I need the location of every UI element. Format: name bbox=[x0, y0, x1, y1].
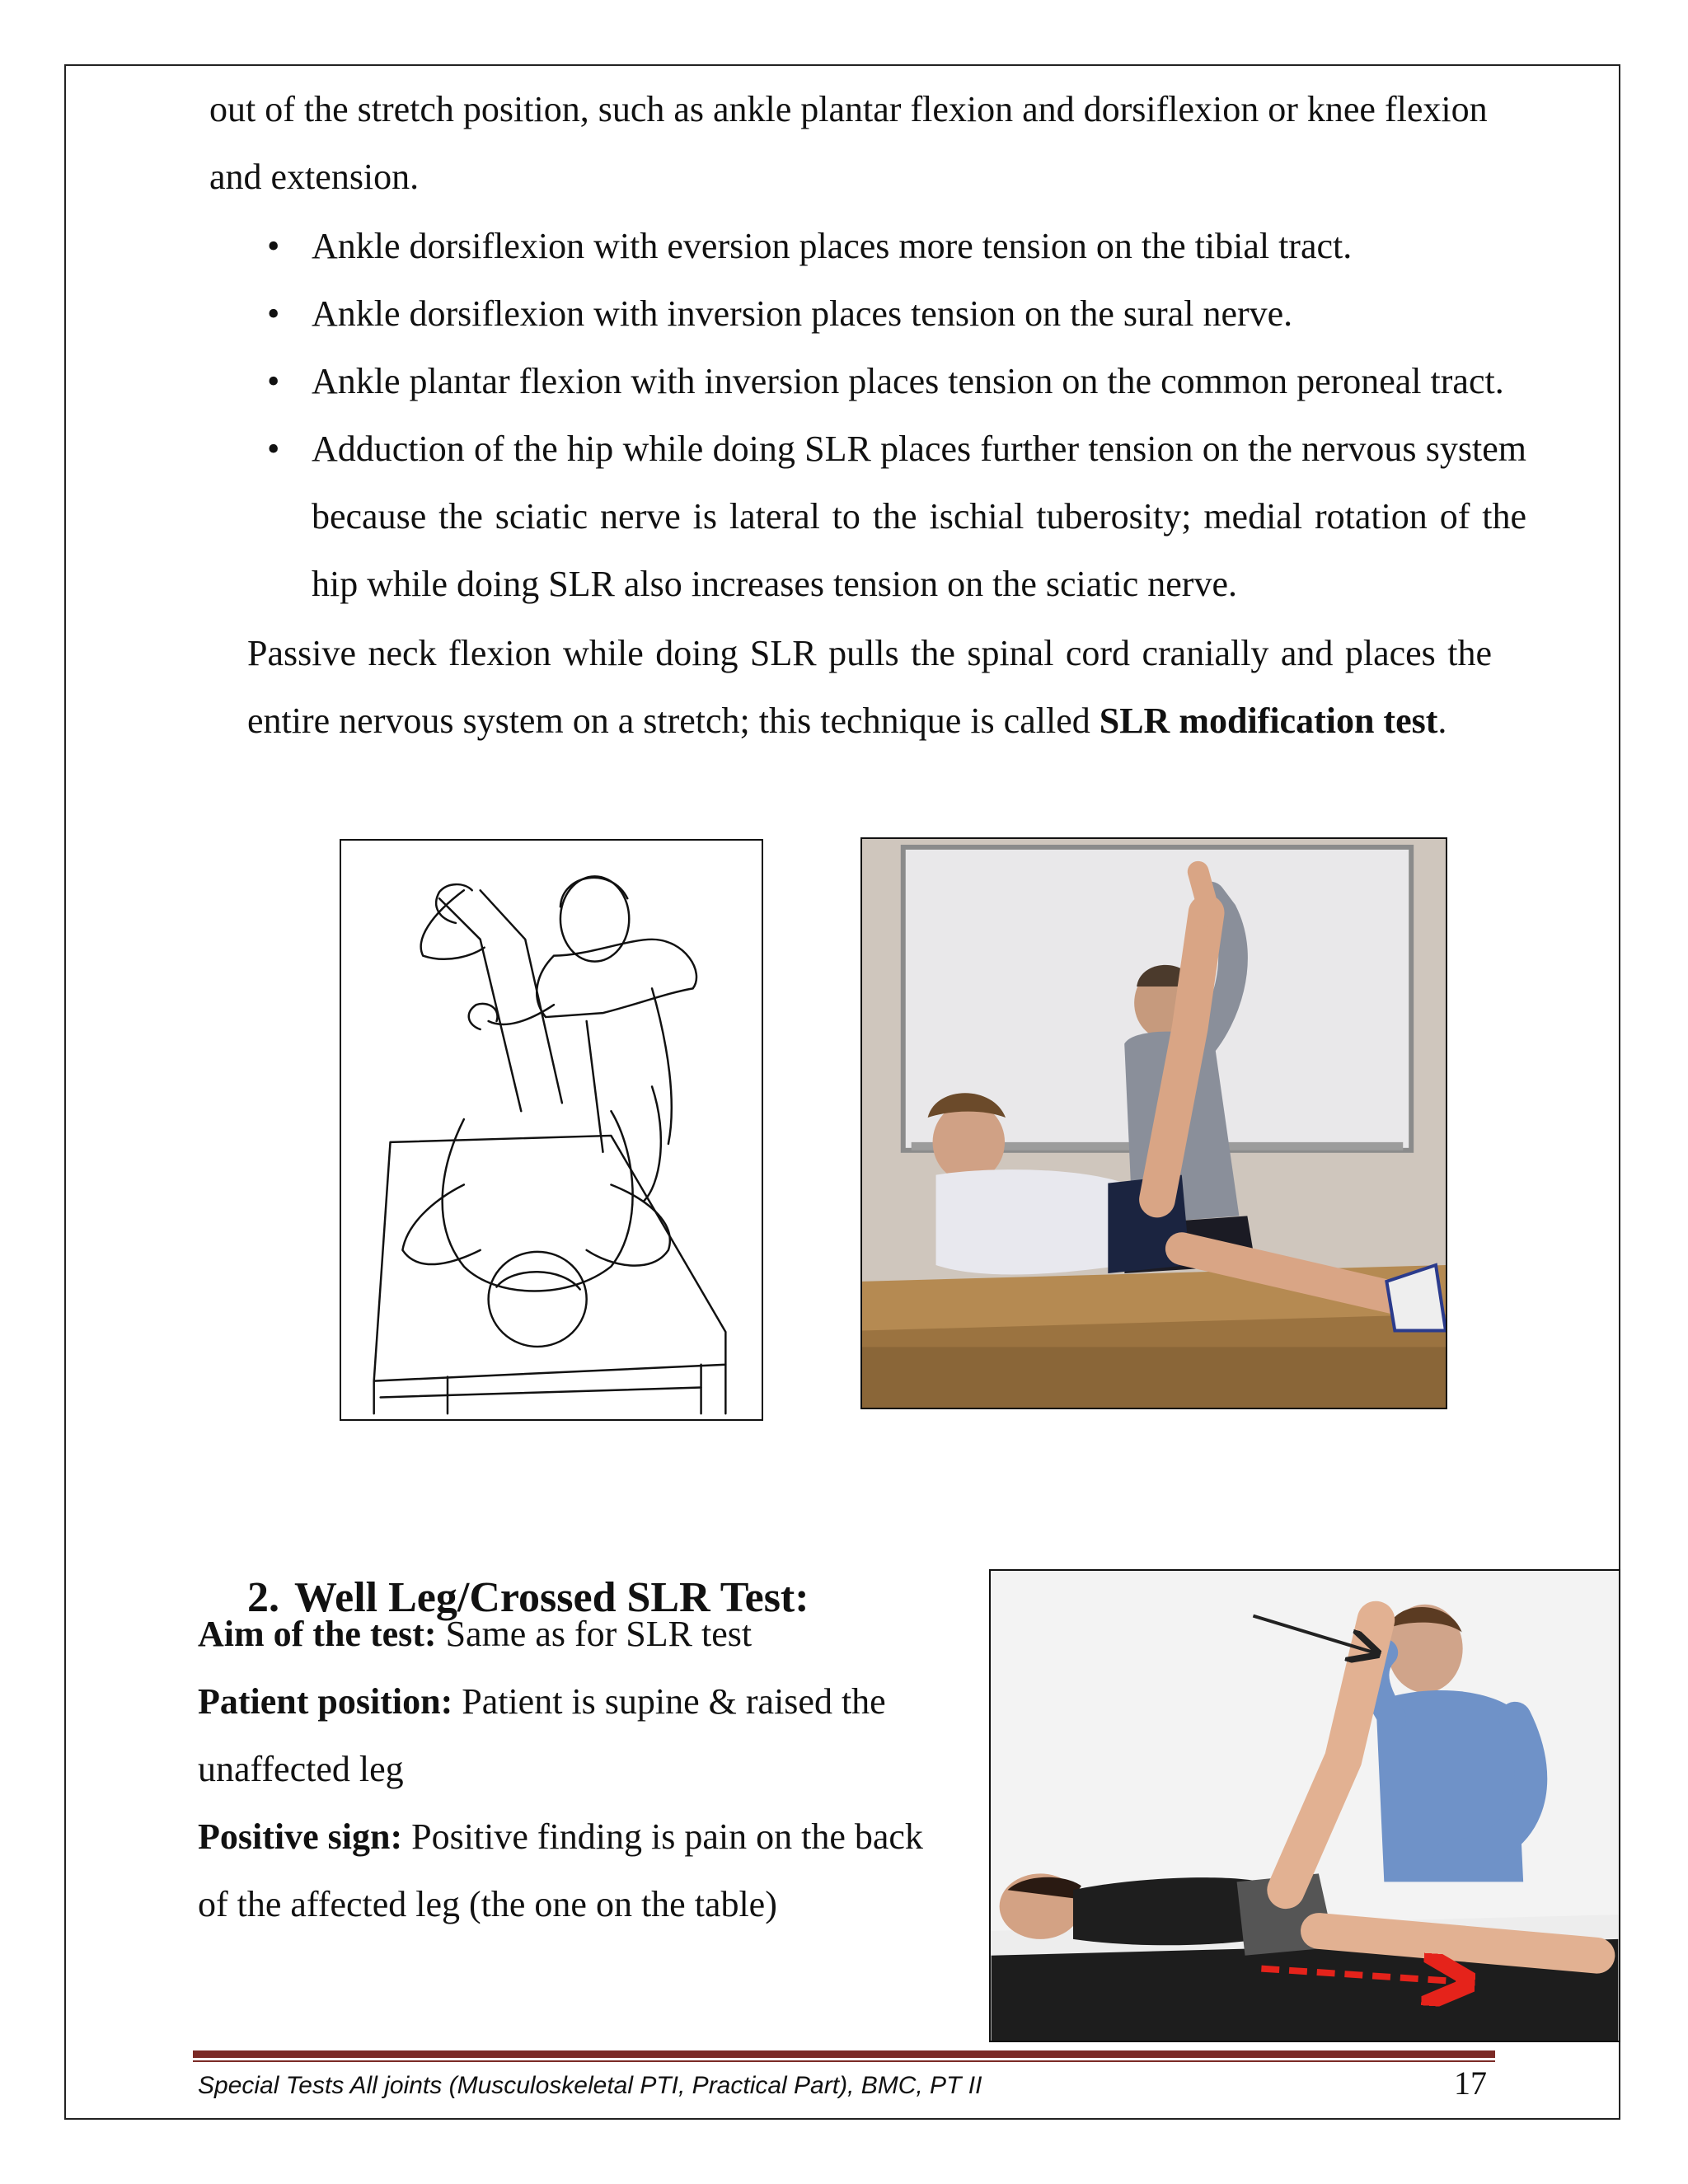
position-label: Patient position: bbox=[198, 1681, 453, 1722]
section-title: Well Leg/Crossed SLR Test: bbox=[294, 1574, 809, 1622]
patient-position-line bbox=[198, 1668, 956, 1803]
aim-line bbox=[198, 1601, 956, 1668]
list-item bbox=[247, 348, 1599, 415]
position-text: Patient is supine & raised the unaffected leg bbox=[198, 1681, 886, 1789]
footer-rule bbox=[193, 2050, 1495, 2058]
list-item bbox=[247, 213, 1599, 280]
bullet-marker: • bbox=[267, 293, 280, 334]
bullet-text: Ankle dorsiflexion with eversion places more tension on the tibial tract. bbox=[312, 226, 1353, 266]
bullet-text: Adduction of the hip while doing SLR places further tension on the nervous system because the sciatic nerve is lateral to the ischial tuberosity; medial rotation of the hip while doing SLR also increases tension on the sciatic nerve. bbox=[312, 429, 1526, 604]
crossed-slr-photo bbox=[989, 1569, 1620, 2042]
positive-sign-line bbox=[198, 1803, 956, 1938]
paragraph-text: Passive neck flexion while doing SLR pulls the spinal cord cranially and places the entire nervous system on a stretch; this technique is called bbox=[247, 633, 1492, 741]
slr-line-drawing bbox=[340, 839, 763, 1421]
list-item bbox=[247, 280, 1599, 348]
paragraph-end: . bbox=[1437, 701, 1447, 741]
aim-text: Same as for SLR test bbox=[436, 1614, 753, 1654]
slr-photo bbox=[860, 837, 1447, 1409]
bullet-marker: • bbox=[267, 226, 280, 266]
bullet-text: Ankle dorsiflexion with inversion places tension on the sural nerve. bbox=[312, 293, 1293, 334]
bullet-text: Ankle plantar flexion with inversion places tension on the common peroneal tract. bbox=[312, 361, 1504, 401]
footer-text: Special Tests All joints (Musculoskeletal PTI, Practical Part), BMC, PT II bbox=[198, 2072, 982, 2099]
sign-text: Positive finding is pain on the back of the affected leg (the one on the table) bbox=[198, 1816, 923, 1924]
bold-term: SLR modification test bbox=[1099, 701, 1438, 741]
bullet-marker: • bbox=[267, 429, 280, 469]
page-number: 17 bbox=[1454, 2064, 1487, 2102]
aim-label: Aim of the test: bbox=[198, 1614, 437, 1654]
bullet-marker: • bbox=[267, 361, 280, 401]
sign-label: Positive sign: bbox=[198, 1816, 403, 1857]
list-item bbox=[247, 415, 1526, 618]
section-number: 2. bbox=[247, 1574, 279, 1622]
neck-flexion-paragraph bbox=[247, 620, 1492, 755]
footer-rule-thin bbox=[193, 2060, 1495, 2062]
bullet-list bbox=[247, 213, 1599, 618]
intro-paragraph: out of the stretch position, such as ankle plantar flexion and dorsiflexion or knee flexion and extension. bbox=[209, 89, 1488, 197]
